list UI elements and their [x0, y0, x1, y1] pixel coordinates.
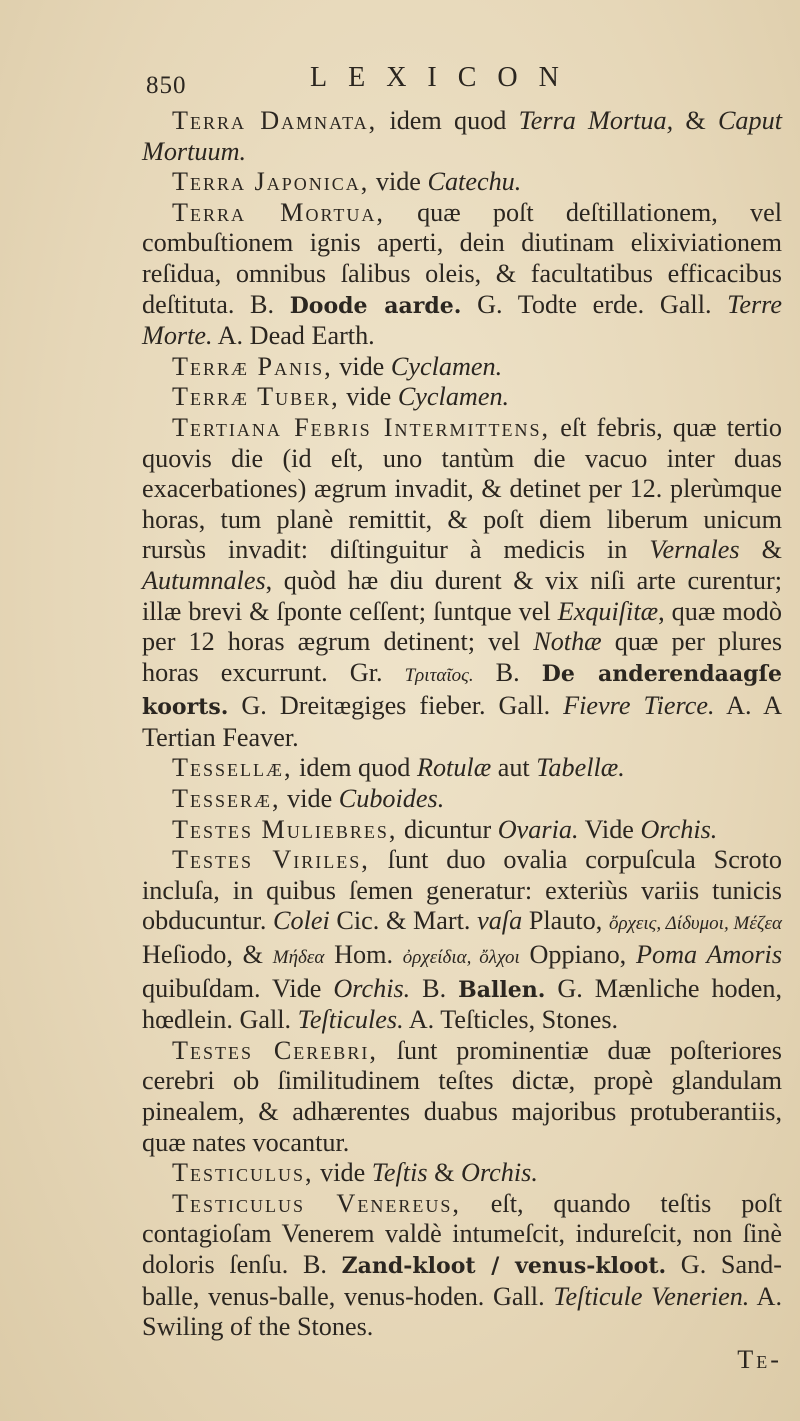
running-title: LEXICON: [310, 62, 580, 93]
headword: Testiculus Venereus,: [172, 1188, 461, 1218]
cross-reference: Orchis.: [461, 1158, 538, 1188]
entry-terra-mortua: [142, 198, 782, 352]
definition: idem quod: [292, 753, 417, 783]
entry-terrae-panis: [142, 352, 782, 383]
french-term: Fievre Tierce.: [563, 691, 715, 721]
english-term: A. Teſticles, Stones.: [403, 1005, 619, 1035]
greek-term: ὀρχείδια, ὄλχοι: [402, 947, 520, 969]
english-term: A. A Tertian Feaver.: [142, 691, 782, 752]
definition-text: G. Mænliche hoden, hœdlein. Gall.: [142, 973, 782, 1035]
entry-terra-damnata: [142, 106, 782, 167]
french-term: Teſticules.: [297, 1005, 404, 1035]
page-header: [142, 62, 782, 106]
entry-terrae-tuber: [142, 382, 782, 413]
entries: [142, 106, 782, 1375]
definition-text: Oppiano,: [519, 940, 636, 970]
definition: vide: [313, 1158, 372, 1188]
dutch-blackletter: De anderendaagſe koorts.: [142, 660, 783, 721]
entry-tessellae: [142, 753, 782, 784]
italic-term: Nothæ: [533, 627, 602, 657]
cross-reference: Cyclamen.: [390, 351, 503, 381]
headword: Testes Muliebres,: [172, 814, 398, 844]
cross-reference: Ovaria.: [497, 814, 579, 844]
dutch-blackletter: Zand-kloot / venus-kloot.: [341, 1252, 667, 1279]
definition-text: Plauto,: [522, 906, 609, 936]
definition: quæ poſt deſtillationem, vel combuſtionem ignis aperti, dein diutinam elixiviationem reſidua, omnibus ſalibus oleis, & facultatibus efficacibus deſtituta. B.: [142, 197, 782, 319]
entry-tertiana-febris: [142, 413, 782, 754]
greek-term: Τριταῖος.: [404, 664, 474, 686]
cross-reference: Orchis.: [333, 973, 411, 1003]
headword: Testiculus,: [172, 1158, 314, 1188]
definition: eſt febris, quæ tertio quovis die (id eſt, uno tantùm die vacuo inter duas exacerbationes) ægrum invadit, & detinet per 12. plerùmque horas, tum planè remittit, & poſt diem liberum unicum rursùs invadit: diſtinguitur à medicis in: [142, 412, 782, 565]
dutch-blackletter: Ballen.: [458, 976, 546, 1003]
cross-reference: Tabellæ.: [536, 753, 625, 783]
definition-text: &: [739, 535, 782, 565]
definition-text: quibuſdam. Vide: [142, 973, 334, 1003]
entry-testes-muliebres: [142, 815, 782, 846]
headword: Testes Cerebri,: [172, 1035, 378, 1065]
definition-text: &: [427, 1158, 462, 1188]
french-term: Teſticule Venerien.: [553, 1281, 750, 1311]
italic-term: Autumnales: [142, 565, 266, 595]
definition: eſt, quando teſtis poſt contagioſam Venerem valdè intumeſcit, indureſcit, non ſinè doloris ſenſu. B.: [142, 1188, 782, 1279]
greek-term: Μήδεα: [272, 947, 325, 969]
definition-text: quæ per plures horas excurrunt. Gr.: [142, 627, 783, 687]
entry-testes-viriles: [142, 845, 782, 1036]
english-term: A. Swiling of the Stones.: [142, 1281, 783, 1342]
entry-testes-cerebri: [142, 1036, 782, 1158]
definition: idem quod: [377, 106, 519, 135]
definition-text: G. Dreitægiges fieber. Gall.: [228, 691, 564, 721]
italic-term: Poma Amoris: [635, 940, 783, 970]
definition: vide: [339, 382, 398, 412]
english-term: A. Dead Earth.: [212, 321, 375, 351]
definition: vide: [332, 351, 391, 381]
definition-text: B.: [410, 973, 459, 1003]
cross-reference: Cyclamen.: [397, 382, 510, 412]
page-number: 850: [146, 72, 187, 99]
dictionary-page: [142, 62, 782, 1375]
entry-terra-japonica: [142, 167, 782, 198]
definition: ſunt prominentiæ duæ poſteriores cerebri ob ſimilitudinem teſtes dictæ, propè glandulam pinealem, & adhærentes duabus majoribus protuberantiis, quæ nates vocantur.: [142, 1035, 783, 1157]
definition-text: G. Todte erde. Gall.: [461, 289, 728, 319]
headword: Tessellæ,: [172, 753, 293, 783]
definition: vide: [369, 167, 428, 197]
definition-text: Heſiodo, &: [142, 940, 273, 970]
definition-text: Cic. & Mart.: [329, 906, 478, 936]
italic-term: vaſa: [477, 906, 523, 936]
definition-text: Hom.: [324, 940, 403, 970]
definition: ſunt duo ovalia corpuſcula Scroto incluſa, in quibus ſemen generatur: exteriùs variis tunicis obducuntur.: [142, 845, 782, 936]
cross-reference: Catechu.: [427, 167, 522, 197]
definition: vide: [280, 784, 339, 814]
italic-term: Colei: [273, 906, 330, 936]
headword: Terræ Tuber,: [172, 382, 340, 412]
cross-reference: Rotulæ: [416, 753, 492, 783]
headword: Terra Damnata,: [172, 106, 378, 135]
headword: Terra Mortua,: [172, 197, 385, 227]
headword: Testes Viriles,: [172, 845, 370, 875]
italic-term: Vernales: [649, 535, 740, 565]
entry-tesserae: [142, 784, 782, 815]
french-term: Terre Morte.: [142, 289, 782, 351]
headword: Terra Japonica,: [172, 167, 370, 197]
definition-text: , quòd hæ diu durent & vix niſi arte curentur; illæ brevi & ſponte ceſſent; ſuntque vel: [142, 565, 782, 626]
catchword: Te-: [737, 1344, 782, 1374]
greek-term: ὄρχεις, Δίδυμοι, Μέζεα: [608, 913, 782, 935]
definition-text: , quæ modò per 12 horas ægrum detinent; vel: [142, 596, 782, 657]
cross-reference: Orchis.: [640, 814, 718, 844]
definition-text: G. Sand-balle, venus-balle, venus-hoden. Gall.: [142, 1249, 783, 1311]
definition-text: B.: [473, 657, 542, 687]
entry-testiculus: [142, 1158, 782, 1189]
definition-text: &: [673, 106, 718, 135]
entry-testiculus-venereus: [142, 1189, 782, 1343]
cross-reference: Teſtis: [371, 1158, 428, 1188]
definition: dicuntur: [397, 814, 498, 844]
headword: Tesseræ,: [172, 784, 281, 814]
headword: Tertiana Febris Intermittens,: [172, 412, 551, 442]
cross-reference: Terra Mortua,: [518, 106, 674, 135]
definition-text: Vide: [578, 814, 641, 844]
headword: Terræ Panis,: [172, 351, 333, 381]
dutch-blackletter: Doode aarde.: [289, 292, 462, 319]
cross-reference: Cuboides.: [338, 784, 445, 814]
definition-text: aut: [491, 753, 537, 783]
italic-term: Exquiſitæ: [557, 596, 659, 626]
cross-reference: Caput Mortuum.: [142, 106, 782, 166]
